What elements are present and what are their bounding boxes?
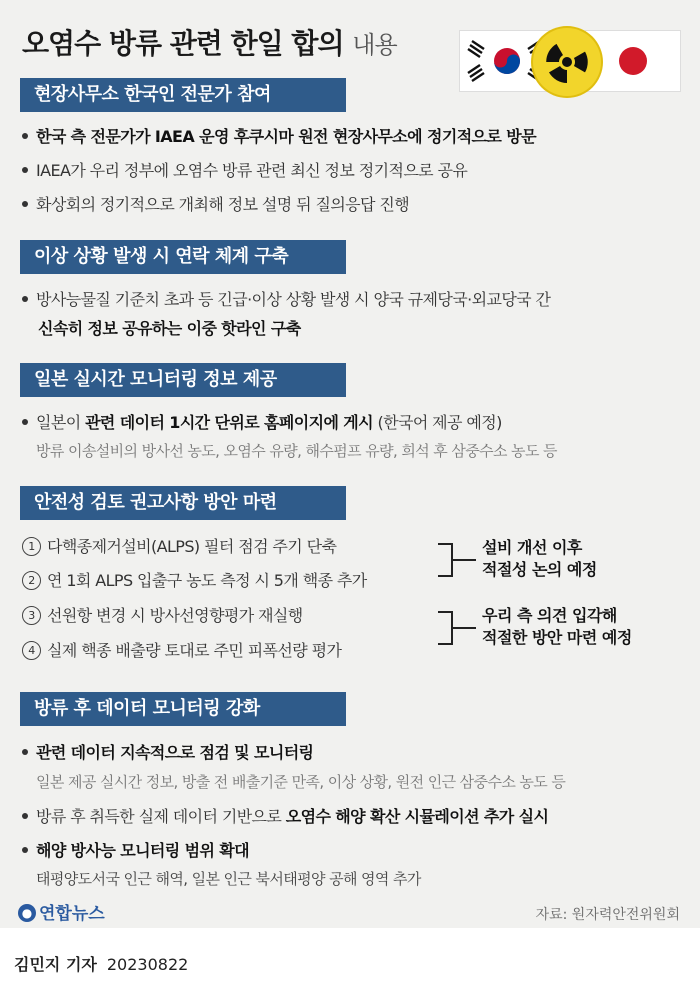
number-badge: 3 xyxy=(22,606,41,625)
number-badge: 2 xyxy=(22,571,41,590)
list-item: 화상회의 정기적으로 개최해 정보 설명 뒤 질의응답 진행 xyxy=(22,192,409,215)
numbered-item: 3 선원항 변경 시 방사선영향평가 재실행 xyxy=(22,603,303,626)
list-item: IAEA가 우리 정부에 오염수 방류 관련 최신 정보 정기적으로 공유 xyxy=(22,158,467,181)
number-badge: 4 xyxy=(22,641,41,660)
list-item: 관련 데이터 지속적으로 점검 및 모니터링 xyxy=(22,740,313,763)
source-credit: 자료: 원자력안전위원회 xyxy=(535,907,680,923)
bullet-icon xyxy=(22,201,28,207)
note-block-2: 우리 측 의견 입각해 적절한 방안 마련 예정 xyxy=(482,606,632,647)
detail-text: 태평양도서국 인근 해역, 일본 인근 북서태평양 공해 영역 추가 xyxy=(36,870,421,888)
page-title xyxy=(22,22,397,62)
yonhap-logo-icon: ● xyxy=(18,904,36,922)
section-heading-hotline: 이상 상황 발생 시 연락 체계 구축 xyxy=(20,240,346,274)
bullet-icon xyxy=(22,749,28,755)
bullet-icon xyxy=(22,419,28,425)
bullet-icon xyxy=(22,296,28,302)
section-heading-monitoring: 일본 실시간 모니터링 정보 제공 xyxy=(20,363,346,397)
note-block-1: 설비 개선 이후 적절성 논의 예정 xyxy=(482,538,597,579)
title-sub: 내용 xyxy=(352,31,397,59)
list-item-continued: 신속히 정보 공유하는 이중 핫라인 구축 xyxy=(38,319,301,338)
list-item: 한국 측 전문가가 IAEA 운영 후쿠시마 원전 현장사무소에 정기적으로 방문 xyxy=(22,124,536,147)
bullet-icon xyxy=(22,847,28,853)
list-item: 해양 방사능 모니터링 범위 확대 xyxy=(22,838,249,861)
title-main: 오염수 방류 관련 한일 합의 xyxy=(22,27,344,60)
numbered-item: 1 다핵종제거설비(ALPS) 필터 점검 주기 단축 xyxy=(22,534,336,557)
section-heading-post-release: 방류 후 데이터 모니터링 강화 xyxy=(20,692,346,726)
detail-text: 방류 이송설비의 방사선 농도, 오염수 유량, 해수펌프 유량, 희석 후 삼중수소 농도 등 xyxy=(36,442,557,460)
numbered-item: 4 실제 핵종 배출량 토대로 주민 피폭선량 평가 xyxy=(22,638,341,661)
section-heading-expert: 현장사무소 한국인 전문가 참여 xyxy=(20,78,346,112)
bullet-icon xyxy=(22,167,28,173)
bullet-icon xyxy=(22,133,28,139)
list-item: 방류 후 취득한 실제 데이터 기반으로 오염수 해양 확산 시뮬레이션 추가 실시 xyxy=(22,804,548,827)
section-heading-safety-review: 안전성 검토 권고사항 방안 마련 xyxy=(20,486,346,520)
list-item: 일본이 관련 데이터 1시간 단위로 홈페이지에 게시 (한국어 제공 예정) xyxy=(22,410,502,433)
flags-graphic xyxy=(459,30,681,92)
bullet-icon xyxy=(22,813,28,819)
number-badge: 1 xyxy=(22,537,41,556)
yonhap-logo: ● 연합뉴스 xyxy=(18,899,105,924)
byline: 김민지 기자 20230822 xyxy=(14,955,189,974)
list-item: 방사능물질 기준치 초과 등 긴급·이상 상황 발생 시 양국 규제당국·외교당국 간 xyxy=(22,287,550,310)
numbered-item: 2 연 1회 ALPS 입출구 농도 측정 시 5개 핵종 추가 xyxy=(22,568,367,591)
bracket-connectors xyxy=(436,536,480,666)
radiation-icon xyxy=(533,28,601,96)
detail-text: 일본 제공 실시간 정보, 방출 전 배출기준 만족, 이상 상황, 원전 인근 삼중수소 농도 등 xyxy=(36,773,566,791)
